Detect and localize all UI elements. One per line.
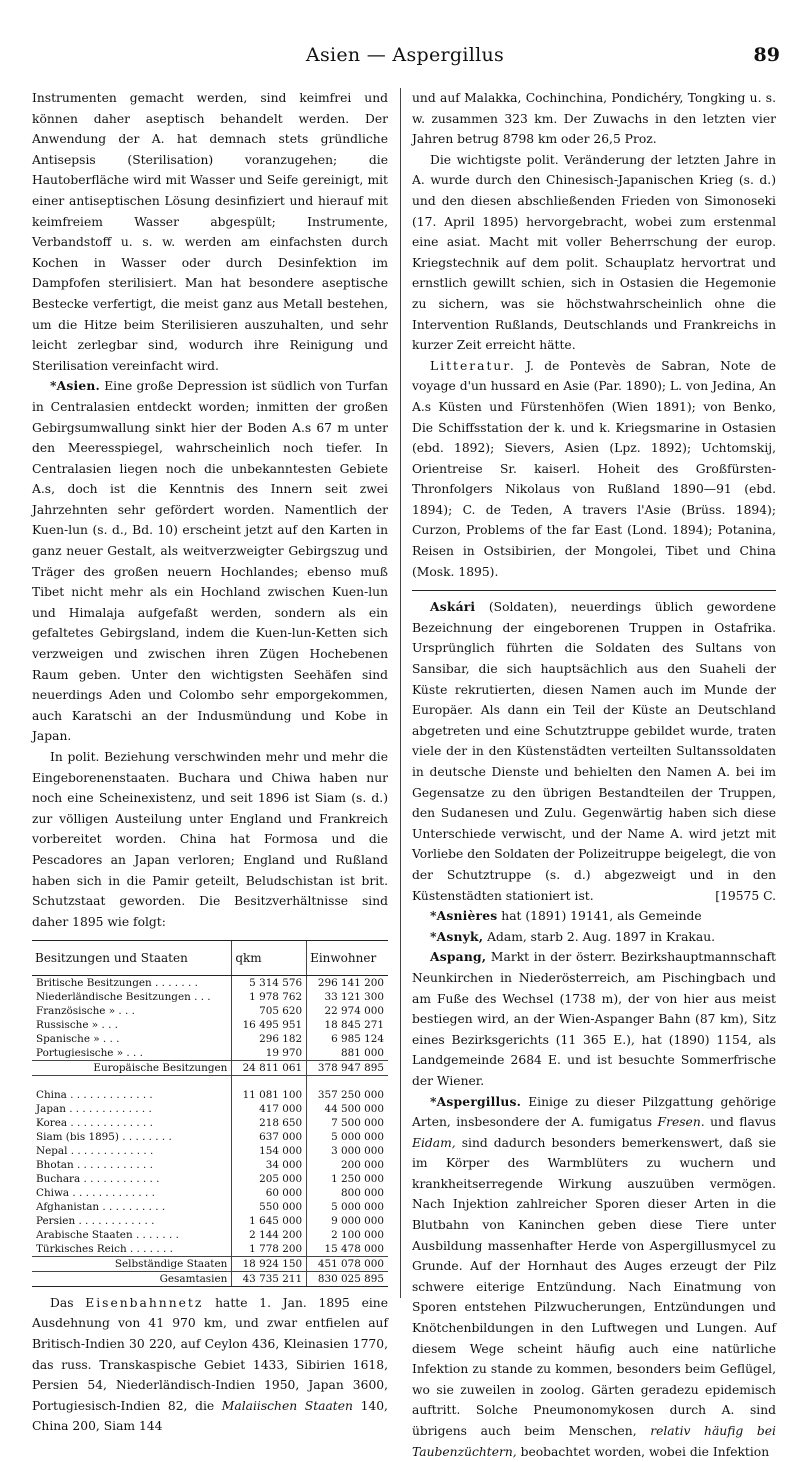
table-row — [32, 1144, 388, 1158]
table-row — [32, 1004, 388, 1018]
paragraph-asepsis: Instrumenten gemacht werden, sind keimfrei und können daher aseptisch behandelt werden. Der Anwendung der A. hat demnach stets gründliche Antisepsis (Sterilisation) voranzugehen; die Hautoberfläche wird mit Wasser und Seife gereinigt, mit einer antiseptischen Lösung desinfiziert und hierauf mit keimfreiem Wasser abgespült; Instrumente, Verbandstoff u. s. w. werden am einfachsten durch Kochen in Wasser oder durch Desinfektion im Dampfofen sterilisiert. Man hat besondere aseptische Bestecke verfertigt, die meist ganz aus Metall bestehen, um die Hitze beim Sterilisieren auszuhalten, und sehr leicht zerlegbar sind, wodurch ihre Reinigung und Sterilisation vereinfacht wird. — [32, 88, 388, 376]
row-name: Buchara . . . . . . . . . . . . — [32, 1172, 232, 1186]
railway-end: 140, China 200, Siam 144 — [32, 1399, 388, 1434]
row-qkm: 1 645 000 — [232, 1214, 307, 1228]
table-row — [32, 1158, 388, 1172]
table-row — [32, 976, 388, 991]
entry-italic-aspergillus: relativ häufig bei Taubenzüchtern, — [412, 1424, 776, 1459]
entry-heading-asnieres: *Asnières — [430, 908, 497, 923]
table-row — [32, 1186, 388, 1200]
page-number: 89 — [754, 44, 780, 66]
right-column — [412, 88, 776, 1462]
paragraph-railway-cont: und auf Malakka, Cochinchina, Pondichéry, Tongking u. s. w. zusammen 323 km. Der Zuwachs in den letzten vier Jahren betrug 8798 km oder 26,5 Proz. — [412, 88, 776, 150]
entry-text-asien: Eine große Depression ist südlich von Turfan in Centralasien entdeckt worden; inmitten der großen Gebirgsumwallung sinkt hier der Boden A.s 67 m unter den Meeresspiegel, wahrscheinlich noch tiefer. In Centralasien liegen noch die unbekanntesten Gebiete A.s, doch ist die Kenntnis des Innern seit zwei Jahrzehnten sehr gefördert worden. Namentlich der Kuen-lun (s. d., Bd. 10) erscheint jetzt auf den Karten in ganz neuer Gestalt, als weitverzweigter Gebirgszug und Träger des großen neuern Hochlandes; ebenso muß Tibet nicht mehr als ein Hochland zwischen Kuen-lun und Himalaja aufgefaßt werden, sondern als ein gefaltetes Gebirgsland, indem die Kuen-lun-Ketten sich verzweigen und zwischen ihren Zügen Hochebenen Raum geben. Unter den wichtigsten Seehäfen sind neuerdings Aden und Colombo sehr emporgekommen, auch Karatschi an der Indusmündung und Kobe in Japan. — [32, 379, 388, 743]
table-row — [32, 1102, 388, 1116]
total-population: 830 025 895 — [307, 1271, 388, 1286]
entry-askari — [412, 597, 776, 906]
railway-text: hatte 1. Jan. 1895 eine Ausdehnung von 41 970 km, und zwar entfielen auf Britisch-Indien 30 220, auf Ceylon 436, Kleinasien 1770, das russ. Transkaspische Gebiet 1433, Sibirien 1618, Persien 54, Niederländisch-Indien 1950, Japan 3600, Portugiesisch-Indien 82, die — [32, 1296, 388, 1413]
total-label: Gesamtasien — [32, 1271, 232, 1286]
table-header-states: Besitzungen und Staaten — [32, 941, 232, 976]
row-qkm: 1 778 200 — [232, 1242, 307, 1257]
total-qkm: 43 735 211 — [232, 1271, 307, 1286]
row-name: Türkisches Reich . . . . . . . — [32, 1242, 232, 1257]
table-row — [32, 1214, 388, 1228]
table-gap — [32, 1076, 388, 1088]
row-population: 200 000 — [307, 1158, 388, 1172]
table-header-population: Einwohner — [307, 941, 388, 976]
subtotal-population: 378 947 895 — [307, 1061, 388, 1076]
entry-text-askari: (Soldaten), neuerdings üblich gewordene Bezeichnung der eingeborenen Truppen in Ostafrika. Ursprünglich führten die Soldaten des Sultans von Sansibar, die sich hauptsächlich aus den Suaheli der Küste rekrutierten, diesen Namen auch im Munde der Europäer. Als dann ein Teil der Küste an Deutschland abgetreten und eine Schutztruppe gebildet wurde, traten viele der in den Küstenstädten verteilten Sultanssoldaten in deutsche Dienste und behielten den Namen A. bei im Gegensatze zu den übrigen Bestandteilen der Truppen, den Sudanesen und Zulu. Gegenwärtig haben sich diese Unterschiede verwischt, und der Name A. wird jetzt mit Vorliebe den Soldaten der Polizeitruppe beigelegt, die von der Schutztruppe (s. d.) abgezweigt und in den Küstenstädten stationiert ist. — [412, 600, 776, 902]
row-name: Siam (bis 1895) . . . . . . . . — [32, 1130, 232, 1144]
row-population: 800 000 — [307, 1186, 388, 1200]
subtotal-qkm: 18 924 150 — [232, 1256, 307, 1271]
row-qkm: 296 182 — [232, 1032, 307, 1046]
table-row — [32, 1172, 388, 1186]
row-qkm: 16 495 951 — [232, 1018, 307, 1032]
entry-asnieres — [412, 906, 776, 927]
page-header — [30, 44, 780, 74]
row-qkm: 637 000 — [232, 1130, 307, 1144]
entry-text-aspang: Markt in der österr. Bezirkshauptmannschaft Neunkirchen in Niederösterreich, am Pischingbach und am Fuße des Wechsel (1738 m), der von hier aus meist bestiegen wird, an der Wien-Aspanger Bahn (87 km), Sitz eines Bezirksgerichts (11 365 E.), hat (1890) 1154, als Landgemeinde 2684 E. und ist besuchte Sommerfrische der Wiener. — [412, 950, 776, 1088]
railway-italic: Malaiischen Staaten — [222, 1399, 353, 1413]
table-row — [32, 1046, 388, 1061]
entry-aspergillus — [412, 1092, 776, 1462]
row-population: 6 985 124 — [307, 1032, 388, 1046]
row-qkm: 60 000 — [232, 1186, 307, 1200]
row-population: 5 000 000 — [307, 1130, 388, 1144]
subtotal-label: Selbständige Staaten — [32, 1256, 232, 1271]
row-qkm: 34 000 — [232, 1158, 307, 1172]
row-name: Arabische Staaten . . . . . . . — [32, 1228, 232, 1242]
row-name: Britische Besitzungen . . . . . . . — [32, 976, 232, 991]
table-grand-total — [32, 1271, 388, 1286]
row-qkm: 550 000 — [232, 1200, 307, 1214]
row-population: 296 141 200 — [307, 976, 388, 991]
subtotal-population: 451 078 000 — [307, 1256, 388, 1271]
author-fresen: Fresen. — [658, 1115, 705, 1129]
table-row — [32, 990, 388, 1004]
row-name: Afghanistan . . . . . . . . . . — [32, 1200, 232, 1214]
table-subtotal-independent — [32, 1256, 388, 1271]
paragraph-politics: In polit. Beziehung verschwinden mehr und mehr die Eingeborenenstaaten. Buchara und Chiwa haben nur noch eine Scheinexistenz, und seit 1896 ist Siam (s. d.) zur völligen Austeilung unter England und Frankreich vorbereitet worden. China hat Formosa und die Pescadores an Japan verloren; England und Rußland haben sich in die Pamir geteilt, Beludschistan ist brit. Schutzstaat geworden. Die Besitzverhältnisse sind daher 1895 wie folgt: — [32, 747, 388, 932]
row-population: 5 000 000 — [307, 1200, 388, 1214]
row-qkm: 417 000 — [232, 1102, 307, 1116]
entry-end-aspergillus: beobachtet worden, wobei die Infektion — [521, 1445, 770, 1459]
entry-text-asnieres: hat (1891) 19141, als Gemeinde — [501, 909, 701, 923]
entry-heading-asnyk: *Asnyk, — [430, 929, 483, 944]
entry-text-aspergillus: Einige zu dieser Pilzgattung gehörige Arten, insbesondere der A. fumigatus — [412, 1095, 776, 1130]
left-column — [32, 88, 388, 1437]
row-qkm: 1 978 762 — [232, 990, 307, 1004]
row-qkm: 19 970 — [232, 1046, 307, 1061]
subtotal-label: Europäische Besitzungen — [32, 1061, 232, 1076]
row-name: Japan . . . . . . . . . . . . . — [32, 1102, 232, 1116]
row-population: 9 000 000 — [307, 1214, 388, 1228]
literature-label: Litteratur. — [430, 359, 516, 373]
paragraph-political-change: Die wichtigste polit. Veränderung der letzten Jahre in A. wurde durch den Chinesisch-Japanischen Krieg (s. d.) und den diesen abschließenden Frieden von Simonoseki (17. April 1895) hervorgebracht, wobei zum erstenmal eine asiat. Macht mit voller Beherrschung der europ. Kriegstechnik auf dem polit. Schauplatz hervortrat und ernstlich gewillt schien, sich in Ostasien die Hegemonie zu sichern, was sie höchstwahrscheinlich ohne die Intervention Rußlands, Deutschlands und Frankreichs in kurzer Zeit erreicht hätte. — [412, 150, 776, 356]
entry-asien — [32, 376, 388, 747]
row-qkm: 705 620 — [232, 1004, 307, 1018]
row-qkm: 154 000 — [232, 1144, 307, 1158]
row-qkm: 11 081 100 — [232, 1088, 307, 1102]
row-qkm: 2 144 200 — [232, 1228, 307, 1242]
table-row — [32, 1130, 388, 1144]
paragraph-railway — [32, 1293, 388, 1437]
row-name: China . . . . . . . . . . . . . — [32, 1088, 232, 1102]
railway-term: Eisenbahnnetz — [85, 1296, 203, 1310]
row-population: 15 478 000 — [307, 1242, 388, 1257]
row-population: 3 000 000 — [307, 1144, 388, 1158]
row-name: Russische » . . . — [32, 1018, 232, 1032]
section-rule — [412, 590, 776, 591]
row-name: Persien . . . . . . . . . . . . — [32, 1214, 232, 1228]
row-population: 881 000 — [307, 1046, 388, 1061]
table-subtotal-european — [32, 1061, 388, 1076]
entry-text-asnyk: Adam, starb 2. Aug. 1897 in Krakau. — [487, 930, 715, 944]
row-name: Spanische » . . . — [32, 1032, 232, 1046]
row-population: 22 974 000 — [307, 1004, 388, 1018]
table-row — [32, 1116, 388, 1130]
table-row — [32, 1242, 388, 1257]
row-population: 7 500 000 — [307, 1116, 388, 1130]
entry-text-aspergillus-2: und flavus — [710, 1115, 776, 1129]
entry-heading-askari: Askári — [430, 599, 475, 614]
table-row — [32, 1018, 388, 1032]
running-title: Asien — Aspergillus — [30, 44, 780, 66]
row-qkm: 218 650 — [232, 1116, 307, 1130]
table-row — [32, 1228, 388, 1242]
entry-heading-aspang: Aspang, — [430, 949, 486, 964]
row-name: Portugiesische » . . . — [32, 1046, 232, 1061]
row-population: 33 121 300 — [307, 990, 388, 1004]
entry-asnyk — [412, 927, 776, 948]
entry-signature: [19575 C. — [697, 886, 776, 907]
row-population: 2 100 000 — [307, 1228, 388, 1242]
author-eidam: Eidam, — [412, 1136, 456, 1150]
row-qkm: 205 000 — [232, 1172, 307, 1186]
table-row — [32, 1200, 388, 1214]
row-name: Chiwa . . . . . . . . . . . . . — [32, 1186, 232, 1200]
table-header-qkm: qkm — [232, 941, 307, 976]
subtotal-qkm: 24 811 061 — [232, 1061, 307, 1076]
row-population: 18 845 271 — [307, 1018, 388, 1032]
row-name: Korea . . . . . . . . . . . . . — [32, 1116, 232, 1130]
row-name: Französische » . . . — [32, 1004, 232, 1018]
row-name: Bhotan . . . . . . . . . . . . — [32, 1158, 232, 1172]
entry-heading-asien: *Asien. — [50, 378, 100, 393]
entry-text-aspergillus-3: sind dadurch besonders bemerkenswert, daß sie im Körper des Warmblüters zu wuchern und krankheitserregende Wirkung auszuüben vermögen. Nach Injektion zahlreicher Sporen dieser Arten in die Blutbahn von Kaninchen geben diese Tiere unter Ausbildung massenhafter Herde von Aspergillusmycel zu Grunde. Auf der Hornhaut des Auges erzeugt der Pilz schwere eiterige Entzündung. Nach Einatmung von Sporen entstehen Pilzwucherungen, Entzündungen und Knötchenbildungen in den Luftwegen und Lungen. Auf diesem Wege scheint häufig auch eine natürliche Infektion zu stande zu kommen, besonders beim Geflügel, wo sie zuweilen in zoolog. Gärten geradezu epidemisch auftritt. Solche Pneumonomykosen durch A. sind übrigens auch beim Menschen, — [412, 1136, 776, 1438]
row-population: 44 500 000 — [307, 1102, 388, 1116]
row-population: 357 250 000 — [307, 1088, 388, 1102]
row-population: 1 250 000 — [307, 1172, 388, 1186]
entry-heading-aspergillus: *Aspergillus. — [430, 1094, 521, 1109]
row-name: Niederländische Besitzungen . . . — [32, 990, 232, 1004]
possessions-table — [32, 940, 388, 1287]
row-qkm: 5 314 576 — [232, 976, 307, 991]
table-row — [32, 1032, 388, 1046]
entry-aspang — [412, 947, 776, 1091]
table-row — [32, 1088, 388, 1102]
paragraph-literature — [412, 356, 776, 583]
column-divider — [400, 88, 401, 1298]
literature-text: J. de Pontevès de Sabran, Note de voyage d'un hussard en Asie (Par. 1890); L. von Jedina, An A.s Küsten und Fürstenhöfen (Wien 1891); von Benko, Die Schiffsstation der k. und k. Kriegsmarine in Ostasien (ebd. 1892); Sievers, Asien (Lpz. 1892); Uchtomskij, Orientreise Sr. kaiserl. Hoheit des Großfürsten-Thronfolgers Nikolaus von Rußland 1890—91 (ebd. 1894); C. de Teden, A travers l'Asie (Brüss. 1894); Curzon, Problems of the far East (Lond. 1894); Potanina, Reisen in Ostsibirien, der Mongolei, Tibet und China (Mosk. 1895). — [412, 359, 776, 579]
row-name: Nepal . . . . . . . . . . . . . — [32, 1144, 232, 1158]
railway-lead: Das — [50, 1296, 74, 1310]
